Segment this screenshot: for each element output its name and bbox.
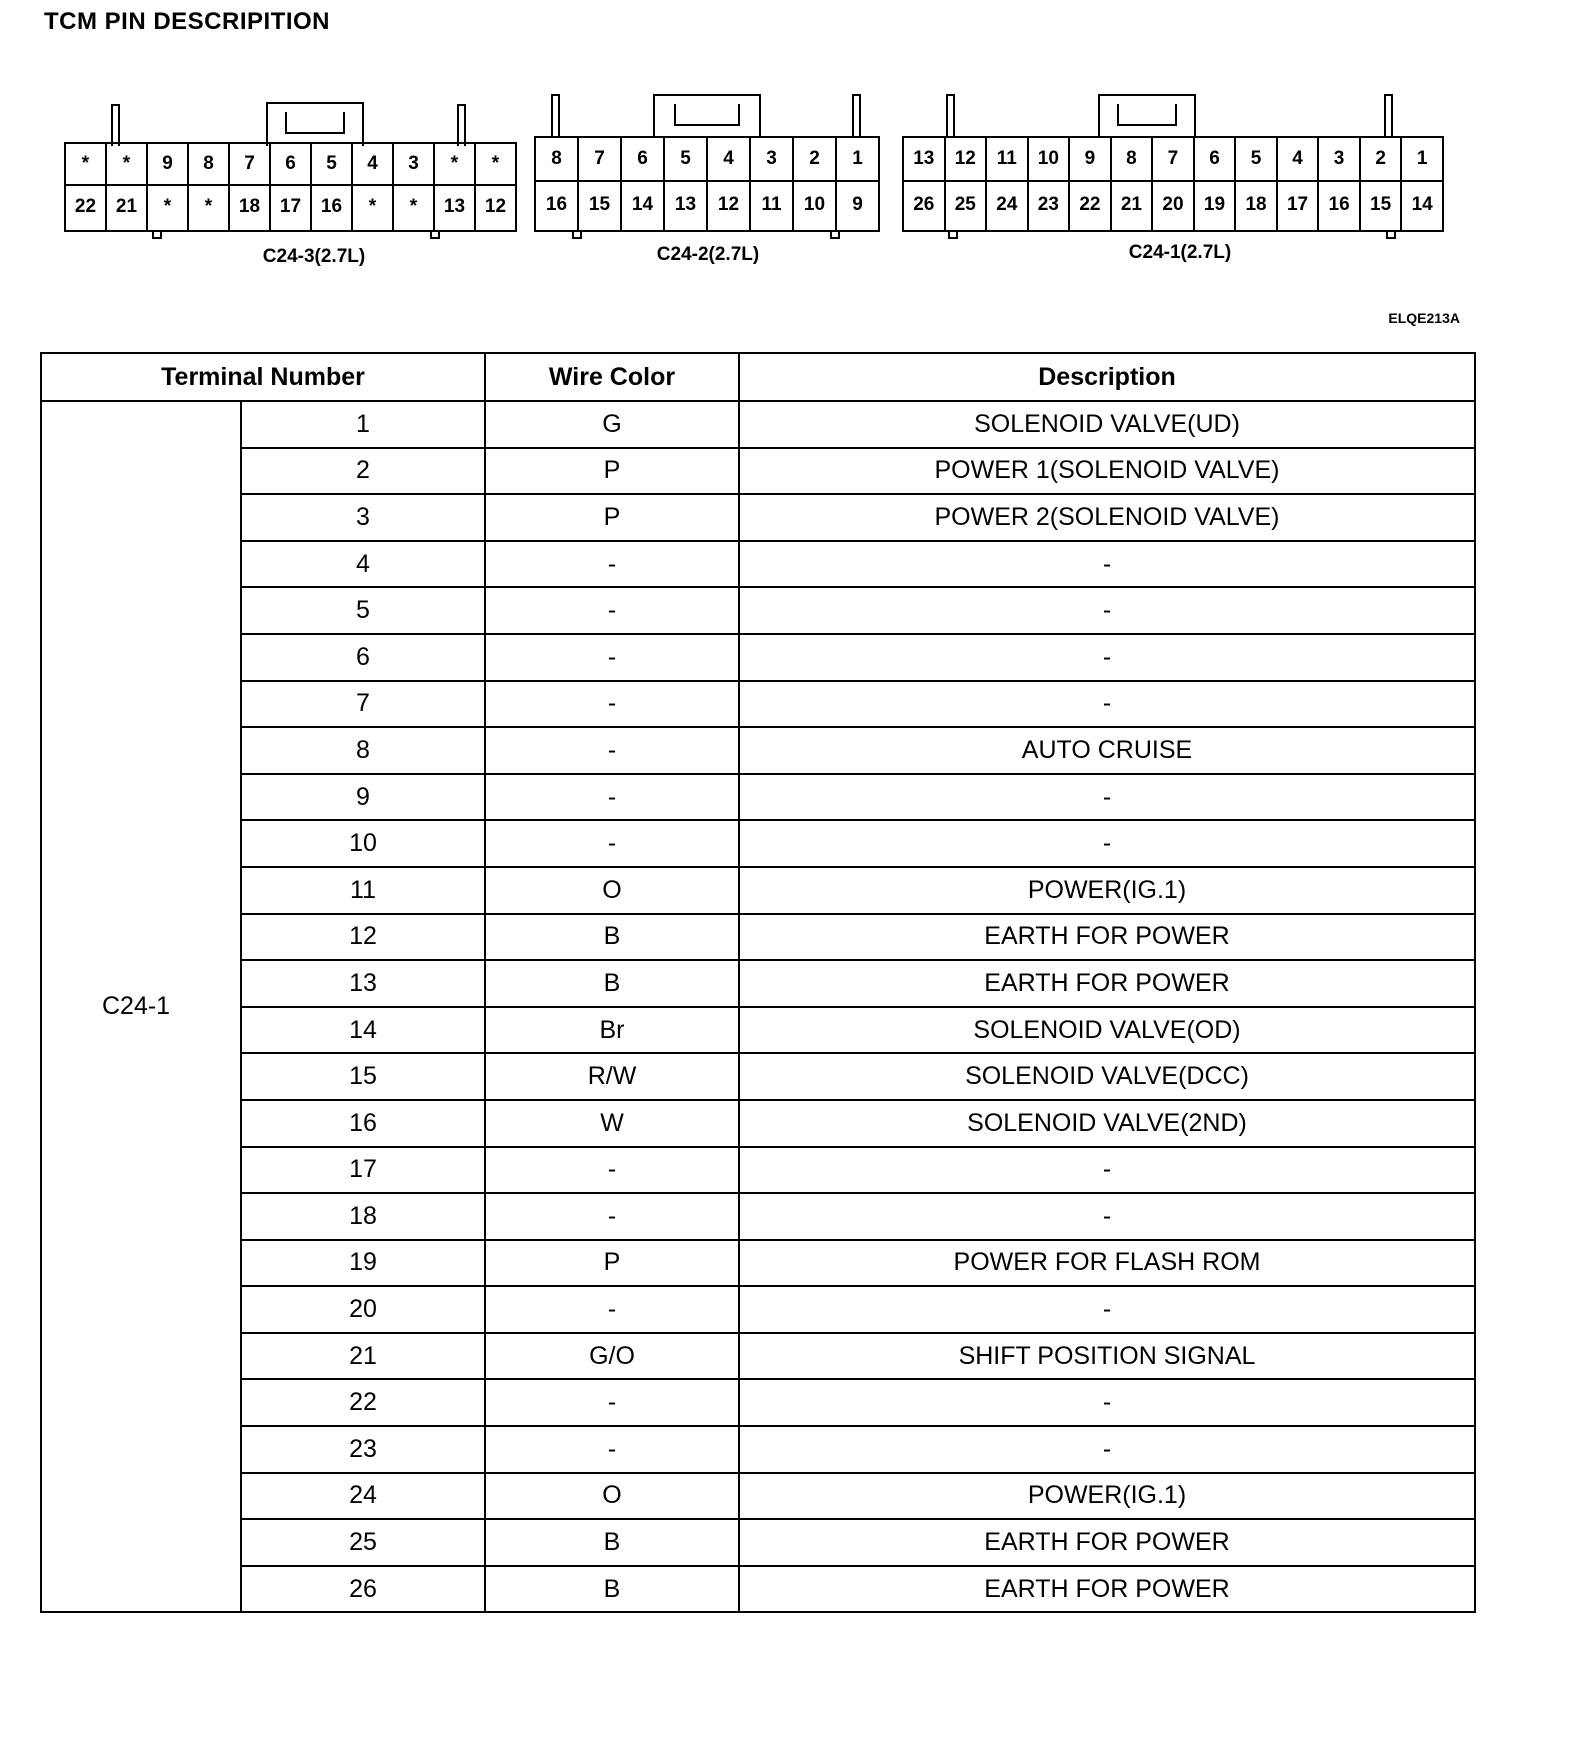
description-cell: EARTH FOR POWER [739,960,1475,1007]
connector-pin: 13 [665,180,708,230]
connector-pin: 6 [1195,138,1237,180]
connector-pin: 13 [904,138,946,180]
table-row [41,1240,1475,1287]
header-description: Description [739,353,1475,401]
connector-pin: 18 [1236,180,1278,230]
wire-color-cell: - [485,1286,739,1333]
connector-pin: 7 [579,138,622,180]
connector-pin: 16 [536,180,579,230]
description-cell: - [739,774,1475,821]
table-row [41,1053,1475,1100]
connector-pin: 3 [751,138,794,180]
connector-pin: 22 [1070,180,1112,230]
connector-pin: 8 [189,144,230,184]
connector-pin: 5 [665,138,708,180]
connector-pin: 8 [536,138,579,180]
connector-pin: * [107,144,148,184]
description-cell: - [739,1147,1475,1194]
connector-pin: 9 [852,194,863,216]
connector-pin: 8 [1112,138,1154,180]
terminal-number-cell: 1 [241,401,485,448]
description-cell: - [739,1193,1475,1240]
connector-pin: 7 [230,144,271,184]
connector-pin: 7 [1153,138,1195,180]
connector-pin: 2 [1361,138,1403,180]
connector-pin: * [148,184,189,230]
description-cell: POWER 1(SOLENOID VALVE) [739,448,1475,495]
description-cell: POWER(IG.1) [739,1473,1475,1520]
connector-pin: 17 [1278,180,1320,230]
table-row [41,727,1475,774]
wire-color-cell: O [485,1473,739,1520]
wire-color-cell: B [485,960,739,1007]
table-row [41,1379,1475,1426]
table-row [41,1333,1475,1380]
description-cell: SOLENOID VALVE(UD) [739,401,1475,448]
connector-foot [430,230,440,239]
wire-color-cell: B [485,1566,739,1613]
table-row [41,587,1475,634]
wire-color-cell: O [485,867,739,914]
connector-pin: 1 [1416,148,1428,170]
description-cell: - [739,587,1475,634]
wire-color-cell: B [485,914,739,961]
connector-pin: 11 [751,180,794,230]
terminal-number-cell: 12 [241,914,485,961]
description-cell: SOLENOID VALVE(DCC) [739,1053,1475,1100]
connector-pin: 22 [66,184,107,230]
table-row [41,448,1475,495]
connector-pin: 26 [904,180,946,230]
terminal-number-cell: 13 [241,960,485,1007]
wire-color-cell: - [485,587,739,634]
connector-pin: 12 [708,180,751,230]
wire-color-cell: - [485,541,739,588]
connector-pin: * [189,184,230,230]
table-row [41,960,1475,1007]
wire-color-cell: P [485,448,739,495]
table-row [41,774,1475,821]
table-row [41,1147,1475,1194]
wire-color-cell: - [485,774,739,821]
connector-pin: 5 [312,144,353,184]
connector-pin: 15 [1361,180,1403,230]
connector-pin: 1 [852,148,863,170]
description-cell: - [739,820,1475,867]
connector-pin: 25 [946,180,988,230]
terminal-number-cell: 5 [241,587,485,634]
terminal-number-cell: 26 [241,1566,485,1613]
wire-color-cell: - [485,681,739,728]
description-cell: EARTH FOR POWER [739,1519,1475,1566]
wire-color-cell: - [485,1379,739,1426]
table-row [41,867,1475,914]
connector-foot [1386,230,1396,239]
connector-pin: 4 [708,138,751,180]
connector-row-bottom [904,180,1442,230]
wire-color-cell: B [485,1519,739,1566]
connector-pin: 16 [312,184,353,230]
connector-pin: 11 [987,138,1029,180]
wire-color-cell: - [485,1426,739,1473]
table-row [41,820,1475,867]
connector-pin: 4 [353,144,394,184]
connector-pin: 15 [579,180,622,230]
connector-pin: 17 [271,184,312,230]
connector-pin: 12 [946,138,988,180]
description-cell: EARTH FOR POWER [739,914,1475,961]
connector-latch [1098,94,1196,138]
terminal-number-cell: 4 [241,541,485,588]
connector-row-bottom [66,184,515,230]
connector-pin: * [491,152,500,174]
wire-color-cell: W [485,1100,739,1147]
connector-pin: 24 [987,180,1029,230]
header-wire-color: Wire Color [485,353,739,401]
description-cell: POWER(IG.1) [739,867,1475,914]
table-row [41,1007,1475,1054]
description-cell: - [739,681,1475,728]
terminal-number-cell: 24 [241,1473,485,1520]
figure-code: ELQE213A [1388,310,1460,326]
connector-label: C24-3(2.7L) [262,246,366,267]
connector-post [1384,94,1393,136]
wire-color-cell: - [485,1193,739,1240]
table-row [41,1566,1475,1613]
wire-color-cell: P [485,494,739,541]
connector-pin: 6 [271,144,312,184]
connector-c24-2 [534,136,880,232]
connector-foot [572,230,582,239]
terminal-number-cell: 14 [241,1007,485,1054]
connector-post [551,94,560,136]
connector-c24-1 [902,136,1444,232]
wire-color-cell: Br [485,1007,739,1054]
connector-post [457,104,466,146]
connector-pin: 14 [1411,194,1433,216]
table-row [41,401,1475,448]
description-cell: - [739,1286,1475,1333]
table-row [41,1519,1475,1566]
wire-color-cell: P [485,1240,739,1287]
wire-color-cell: R/W [485,1053,739,1100]
table-header-row [41,353,1475,401]
connector-group-cell: C24-1 [41,401,241,1612]
connector-row-top [536,138,878,182]
terminal-number-cell: 6 [241,634,485,681]
connector-pin: 23 [1029,180,1071,230]
table-row [41,1193,1475,1240]
connector-post [946,94,955,136]
description-cell: AUTO CRUISE [739,727,1475,774]
wire-color-cell: - [485,727,739,774]
table-row [41,541,1475,588]
description-cell: - [739,541,1475,588]
connector-pin: 9 [148,144,189,184]
connector-row-top [904,138,1442,182]
terminal-number-cell: 21 [241,1333,485,1380]
terminal-number-cell: 22 [241,1379,485,1426]
connector-pin: 18 [230,184,271,230]
table-row [41,1426,1475,1473]
connector-row-bottom [536,180,878,230]
connector-pin: 5 [1236,138,1278,180]
terminal-number-cell: 17 [241,1147,485,1194]
terminal-number-cell: 7 [241,681,485,728]
description-cell: POWER 2(SOLENOID VALVE) [739,494,1475,541]
connector-foot [152,230,162,239]
page-title: TCM PIN DESCRIPITION [44,8,331,35]
connector-label: C24-1(2.7L) [1128,242,1232,263]
wire-color-cell: - [485,634,739,681]
connector-latch [653,94,761,138]
pin-table [40,352,1476,1613]
terminal-number-cell: 23 [241,1426,485,1473]
terminal-number-cell: 2 [241,448,485,495]
terminal-number-cell: 16 [241,1100,485,1147]
description-cell: - [739,634,1475,681]
wire-color-cell: - [485,820,739,867]
connector-row-top [66,144,515,186]
connector-pin: 9 [1070,138,1112,180]
connector-foot [948,230,958,239]
connector-pin: 10 [794,180,837,230]
connector-c24-3 [64,142,517,232]
description-cell: SHIFT POSITION SIGNAL [739,1333,1475,1380]
connector-pin: 2 [794,138,837,180]
connector-latch [266,102,364,146]
description-cell: - [739,1379,1475,1426]
connector-pin: * [435,144,476,184]
terminal-number-cell: 9 [241,774,485,821]
table-row [41,634,1475,681]
description-cell: SOLENOID VALVE(2ND) [739,1100,1475,1147]
terminal-number-cell: 3 [241,494,485,541]
table-row [41,681,1475,728]
connector-pin: * [353,184,394,230]
connector-pin: 20 [1153,180,1195,230]
connector-pin: 19 [1195,180,1237,230]
header-terminal-number: Terminal Number [41,353,485,401]
connector-pin: * [66,144,107,184]
terminal-number-cell: 15 [241,1053,485,1100]
connector-pin: 16 [1319,180,1361,230]
table-row [41,494,1475,541]
table-row [41,1286,1475,1333]
connector-post [852,94,861,136]
connector-pin: 21 [1112,180,1154,230]
table-row [41,1473,1475,1520]
wire-color-cell: - [485,1147,739,1194]
table-row [41,1100,1475,1147]
connector-post [111,104,120,146]
connector-pin: * [394,184,435,230]
terminal-number-cell: 11 [241,867,485,914]
connector-pin: 12 [484,195,507,217]
table-row [41,914,1475,961]
connector-pin: 6 [622,138,665,180]
terminal-number-cell: 25 [241,1519,485,1566]
terminal-number-cell: 8 [241,727,485,774]
wire-color-cell: G [485,401,739,448]
connector-pin: 21 [107,184,148,230]
connector-pin: 14 [622,180,665,230]
connector-pin: 13 [435,184,476,230]
connector-pin: 10 [1029,138,1071,180]
wire-color-cell: G/O [485,1333,739,1380]
connector-pin: 3 [1319,138,1361,180]
description-cell: POWER FOR FLASH ROM [739,1240,1475,1287]
terminal-number-cell: 20 [241,1286,485,1333]
connector-label: C24-2(2.7L) [656,244,760,265]
connector-foot [830,230,840,239]
terminal-number-cell: 10 [241,820,485,867]
connector-pin: 3 [394,144,435,184]
terminal-number-cell: 18 [241,1193,485,1240]
terminal-number-cell: 19 [241,1240,485,1287]
description-cell: SOLENOID VALVE(OD) [739,1007,1475,1054]
description-cell: - [739,1426,1475,1473]
description-cell: EARTH FOR POWER [739,1566,1475,1613]
connector-pin: 4 [1278,138,1320,180]
